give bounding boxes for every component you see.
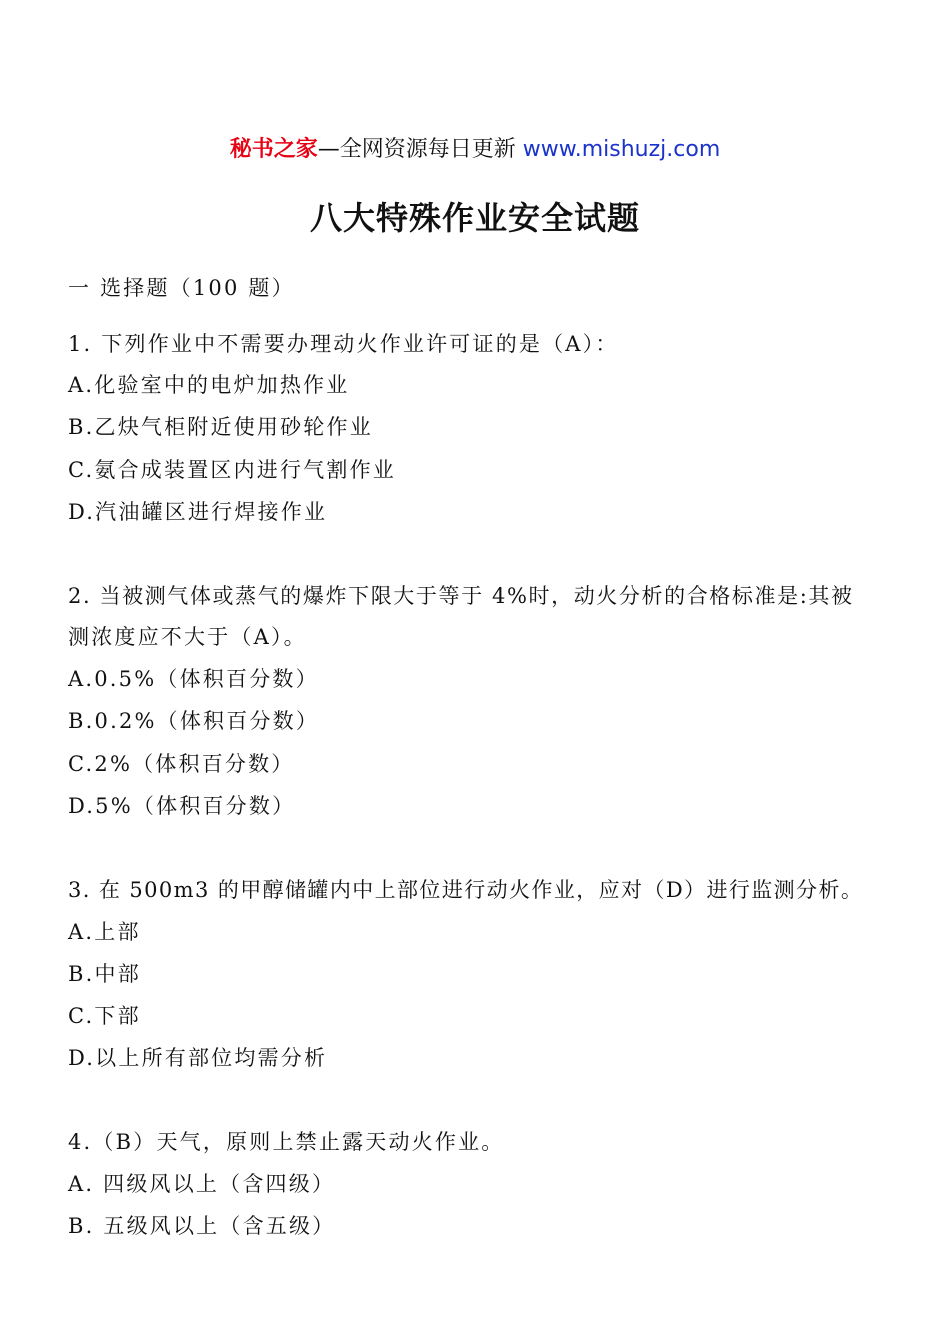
site-url[interactable]: www.mishuzj.com <box>522 137 721 162</box>
question-2-option-d: D.5%（体积百分数） <box>68 794 296 818</box>
question-3-option-d: D.以上所有部位均需分析 <box>68 1046 328 1070</box>
question-3-option-b: B.中部 <box>68 962 141 986</box>
question-3-stem: 3. 在 500m3 的甲醇储罐内中上部位进行动火作业，应对（D）进行监测分析。 <box>68 878 864 902</box>
question-1-option-a: A.化验室中的电炉加热作业 <box>68 373 350 397</box>
question-2-stem-line-2: 测浓度应不大于（A）。 <box>68 625 307 649</box>
section-heading: 一 选择题（100 题） <box>68 276 295 300</box>
question-4-stem: 4.（B）天气，原则上禁止露天动火作业。 <box>68 1130 505 1154</box>
question-2-option-a: A.0.5%（体积百分数） <box>68 667 319 691</box>
document-title: 八大特殊作业安全试题 <box>309 199 640 237</box>
question-2-option-b: B.0.2%（体积百分数） <box>68 709 320 733</box>
question-2-stem-line-1: 2. 当被测气体或蒸气的爆炸下限大于等于 4%时，动火分析的合格标准是:其被 <box>68 584 854 608</box>
question-1-option-b: B.乙炔气柜附近使用砂轮作业 <box>68 415 373 439</box>
question-4-option-b: B. 五级风以上（含五级） <box>68 1214 336 1238</box>
brand-name: 秘书之家 <box>229 137 318 162</box>
question-2-option-c: C.2%（体积百分数） <box>68 752 295 776</box>
question-3-option-a: A.上部 <box>68 920 141 944</box>
question-3-option-c: C.下部 <box>68 1004 141 1028</box>
question-4-option-a: A. 四级风以上（含四级） <box>68 1172 336 1196</box>
site-header <box>0 134 950 166</box>
question-1-option-c: C.氨合成装置区内进行气割作业 <box>68 458 396 482</box>
question-1-option-d: D.汽油罐区进行焊接作业 <box>68 500 328 524</box>
question-1-stem: 1. 下列作业中不需要办理动火作业许可证的是（A）： <box>68 332 619 356</box>
header-tagline: —全网资源每日更新 <box>317 137 523 162</box>
